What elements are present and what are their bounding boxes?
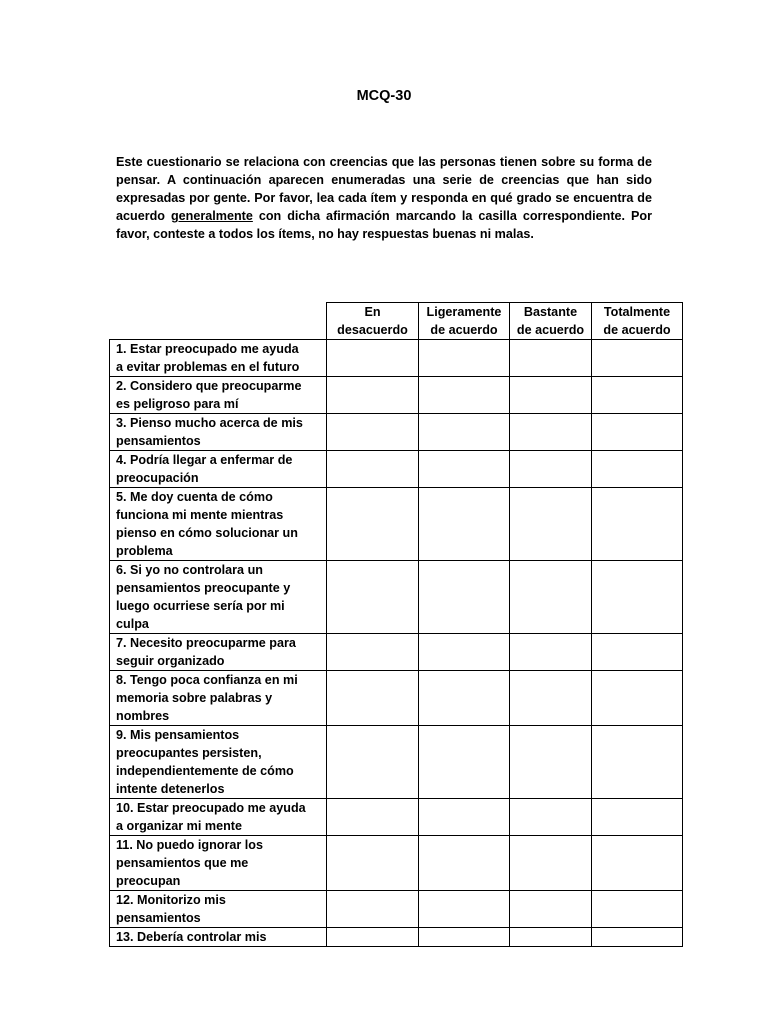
- answer-cell-ligeramente-de-acuerdo[interactable]: [419, 928, 510, 947]
- table-row: [110, 671, 683, 726]
- item-statement: 2. Considero que preocuparme es peligroso para mí: [110, 377, 327, 414]
- table-row: [110, 836, 683, 891]
- item-statement: 10. Estar preocupado me ayuda a organizar mi mente: [110, 799, 327, 836]
- item-statement: 5. Me doy cuenta de cómo funciona mi mente mientras pienso en cómo solucionar un problema: [110, 488, 327, 561]
- answer-cell-bastante-de-acuerdo[interactable]: [510, 414, 592, 451]
- answer-cell-en-desacuerdo[interactable]: [327, 726, 419, 799]
- answer-cell-totalmente-de-acuerdo[interactable]: [592, 891, 683, 928]
- answer-cell-en-desacuerdo[interactable]: [327, 414, 419, 451]
- answer-cell-totalmente-de-acuerdo[interactable]: [592, 451, 683, 488]
- item-statement: 13. Debería controlar mis: [110, 928, 327, 947]
- item-statement: 3. Pienso mucho acerca de mis pensamientos: [110, 414, 327, 451]
- instructions-text-start: Este cuestionario se relaciona con creencias que las personas tienen sobre su forma de pensar. A continuación aparecen enumeradas una serie de creencias que han sido expresadas por gente. Por favor, lea cada ítem y responda en qué grado se encuentra de acuerdo: [116, 155, 652, 223]
- table-row: [110, 928, 683, 947]
- answer-cell-en-desacuerdo[interactable]: [327, 451, 419, 488]
- answer-cell-totalmente-de-acuerdo[interactable]: [592, 377, 683, 414]
- answer-cell-bastante-de-acuerdo[interactable]: [510, 561, 592, 634]
- answer-cell-totalmente-de-acuerdo[interactable]: [592, 671, 683, 726]
- header-blank-cell: [110, 303, 327, 340]
- questionnaire-table: [109, 302, 683, 947]
- table-row: [110, 561, 683, 634]
- table-row: [110, 451, 683, 488]
- table-row: [110, 891, 683, 928]
- answer-cell-en-desacuerdo[interactable]: [327, 928, 419, 947]
- answer-cell-en-desacuerdo[interactable]: [327, 377, 419, 414]
- answer-cell-totalmente-de-acuerdo[interactable]: [592, 488, 683, 561]
- item-statement: 6. Si yo no controlara un pensamientos preocupante y luego ocurriese sería por mi culpa: [110, 561, 327, 634]
- answer-cell-bastante-de-acuerdo[interactable]: [510, 634, 592, 671]
- answer-cell-ligeramente-de-acuerdo[interactable]: [419, 561, 510, 634]
- answer-cell-bastante-de-acuerdo[interactable]: [510, 340, 592, 377]
- answer-cell-en-desacuerdo[interactable]: [327, 671, 419, 726]
- answer-cell-bastante-de-acuerdo[interactable]: [510, 928, 592, 947]
- item-statement: 12. Monitorizo mis pensamientos: [110, 891, 327, 928]
- item-statement: 4. Podría llegar a enfermar de preocupación: [110, 451, 327, 488]
- instructions-paragraph: [116, 153, 652, 243]
- answer-cell-totalmente-de-acuerdo[interactable]: [592, 928, 683, 947]
- answer-cell-ligeramente-de-acuerdo[interactable]: [419, 488, 510, 561]
- answer-cell-ligeramente-de-acuerdo[interactable]: [419, 799, 510, 836]
- answer-cell-ligeramente-de-acuerdo[interactable]: [419, 634, 510, 671]
- items-body: [110, 340, 683, 947]
- answer-cell-ligeramente-de-acuerdo[interactable]: [419, 891, 510, 928]
- page-title: MCQ-30: [356, 88, 412, 104]
- column-header-totalmente-de-acuerdo: Totalmente de acuerdo: [592, 303, 683, 340]
- item-statement: 7. Necesito preocuparme para seguir organizado: [110, 634, 327, 671]
- table-row: [110, 634, 683, 671]
- answer-cell-en-desacuerdo[interactable]: [327, 799, 419, 836]
- answer-cell-ligeramente-de-acuerdo[interactable]: [419, 414, 510, 451]
- answer-cell-bastante-de-acuerdo[interactable]: [510, 488, 592, 561]
- answer-cell-bastante-de-acuerdo[interactable]: [510, 726, 592, 799]
- answer-cell-ligeramente-de-acuerdo[interactable]: [419, 671, 510, 726]
- answer-cell-en-desacuerdo[interactable]: [327, 488, 419, 561]
- item-statement: 11. No puedo ignorar los pensamientos que me preocupan: [110, 836, 327, 891]
- answer-cell-en-desacuerdo[interactable]: [327, 340, 419, 377]
- table-row: [110, 799, 683, 836]
- table-row: [110, 488, 683, 561]
- answer-cell-ligeramente-de-acuerdo[interactable]: [419, 340, 510, 377]
- answer-cell-en-desacuerdo[interactable]: [327, 836, 419, 891]
- column-header-ligeramente-de-acuerdo: Ligeramente de acuerdo: [419, 303, 510, 340]
- answer-cell-totalmente-de-acuerdo[interactable]: [592, 799, 683, 836]
- table-row: [110, 377, 683, 414]
- answer-cell-totalmente-de-acuerdo[interactable]: [592, 726, 683, 799]
- item-statement: 9. Mis pensamientos preocupantes persisten, independientemente de cómo intente detenerlos: [110, 726, 327, 799]
- answer-cell-en-desacuerdo[interactable]: [327, 561, 419, 634]
- answer-cell-bastante-de-acuerdo[interactable]: [510, 799, 592, 836]
- table-row: [110, 414, 683, 451]
- answer-cell-bastante-de-acuerdo[interactable]: [510, 377, 592, 414]
- answer-cell-ligeramente-de-acuerdo[interactable]: [419, 836, 510, 891]
- instructions-emphasis: generalmente: [170, 209, 253, 223]
- header-row: [110, 303, 683, 340]
- answer-cell-bastante-de-acuerdo[interactable]: [510, 836, 592, 891]
- answer-cell-totalmente-de-acuerdo[interactable]: [592, 561, 683, 634]
- answer-cell-en-desacuerdo[interactable]: [327, 634, 419, 671]
- table-row: [110, 340, 683, 377]
- answer-cell-en-desacuerdo[interactable]: [327, 891, 419, 928]
- answer-cell-totalmente-de-acuerdo[interactable]: [592, 634, 683, 671]
- answer-cell-ligeramente-de-acuerdo[interactable]: [419, 451, 510, 488]
- answer-cell-totalmente-de-acuerdo[interactable]: [592, 836, 683, 891]
- column-header-en-desacuerdo: En desacuerdo: [327, 303, 419, 340]
- answer-cell-bastante-de-acuerdo[interactable]: [510, 671, 592, 726]
- column-header-bastante-de-acuerdo: Bastante de acuerdo: [510, 303, 592, 340]
- item-statement: 1. Estar preocupado me ayuda a evitar problemas en el futuro: [110, 340, 327, 377]
- answer-cell-bastante-de-acuerdo[interactable]: [510, 451, 592, 488]
- answer-cell-ligeramente-de-acuerdo[interactable]: [419, 377, 510, 414]
- item-statement: 8. Tengo poca confianza en mi memoria sobre palabras y nombres: [110, 671, 327, 726]
- table-row: [110, 726, 683, 799]
- answer-cell-ligeramente-de-acuerdo[interactable]: [419, 726, 510, 799]
- answer-cell-bastante-de-acuerdo[interactable]: [510, 891, 592, 928]
- answer-cell-totalmente-de-acuerdo[interactable]: [592, 340, 683, 377]
- instructions-text-end: con dicha afirmación marcando la casilla correspondiente. Por favor, conteste a todos los ítems, no hay respuestas buenas ni malas.: [116, 209, 652, 241]
- answer-cell-totalmente-de-acuerdo[interactable]: [592, 414, 683, 451]
